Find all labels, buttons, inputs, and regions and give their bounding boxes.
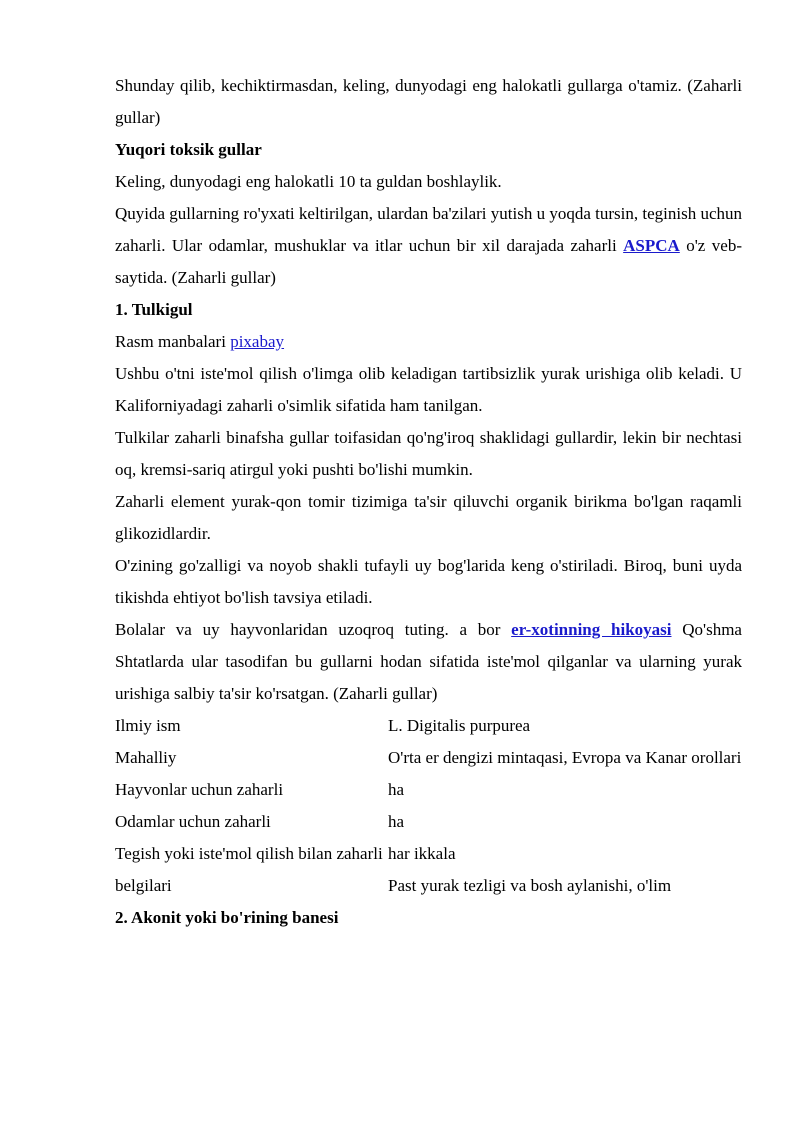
table-value-cell: O'rta er dengizi mintaqasi, Evropa va Kanar orollari: [388, 748, 742, 767]
table-key-cell: Odamlar uchun zaharli: [115, 812, 271, 831]
flower1-heading: 1. Tulkigul: [115, 300, 193, 319]
aspca-paragraph: [115, 198, 742, 294]
table-row: [115, 774, 742, 806]
flower1-paragraph-2: Tulkilar zaharli binafsha gullar toifasidan qo'ng'iroq shaklidagi gullardir, lekin bir nechtasi oq, kremsi-sariq atirgul yoki pushti bo'lishi mumkin.: [115, 428, 742, 479]
table-row: [115, 838, 742, 870]
section-intro-paragraph: Keling, dunyodagi eng halokatli 10 ta guldan boshlaylik.: [115, 172, 502, 191]
table-row: [115, 870, 742, 902]
flower1-paragraph-5: [115, 614, 742, 710]
table-row: [115, 710, 742, 742]
table-value-cell: L. Digitalis purpurea: [388, 716, 531, 735]
image-credit-label: Rasm manbalari: [115, 332, 231, 351]
couple-story-link[interactable]: er-xotinning hikoyasi: [511, 620, 672, 639]
aspca-paragraph-text-before: Quyida gullarning ro'yxati keltirilgan, ulardan ba'zilari yutish u yoqda tursin, teginish uchun zaharli. Ular odamlar, mushuklar va itlar uchun bir xil darajada zaharli: [115, 204, 742, 255]
table-value-cell: ha: [388, 812, 405, 831]
aspca-paragraph-text-after: o'z veb-saytida. (Zaharli gullar): [115, 236, 742, 287]
table-row: [115, 806, 742, 838]
table-key-cell: Mahalliy: [115, 748, 177, 767]
table-key-cell: Ilmiy ism: [115, 716, 181, 735]
story-paragraph-text-before: Bolalar va uy hayvonlaridan uzoqroq tuting. a bor: [115, 620, 512, 639]
flower1-info-table: [115, 710, 742, 902]
table-value-cell: har ikkala: [388, 844, 456, 863]
story-paragraph-text-after: Qo'shma Shtatlarda ular tasodifan bu gullarni hodan sifatida iste'mol qilganlar va ularning yurak urishiga salbiy ta'sir ko'rsatgan. (Zaharli gullar): [115, 620, 742, 703]
intro-paragraph: Shunday qilib, kechiktirmasdan, keling, dunyodagi eng halokatli gullarga o'tamiz. (Zaharli gullar): [115, 76, 742, 127]
table-value-cell: ha: [388, 780, 405, 799]
section-heading-top-toxic: Yuqori toksik gullar: [115, 140, 262, 159]
flower1-paragraph-1: Ushbu o'tni iste'mol qilish o'limga olib keladigan tartibsizlik yurak urishiga olib keladi. U Kaliforniyadagi zaharli o'simlik sifatida ham tanilgan.: [115, 364, 742, 415]
pixabay-link[interactable]: pixabay: [230, 332, 285, 351]
table-row: [115, 742, 742, 774]
flower1-paragraph-3: Zaharli element yurak-qon tomir tizimiga ta'sir qiluvchi organik birikma bo'lgan raqamli glikozidlardir.: [115, 492, 742, 543]
flower2-heading: 2. Akonit yoki bo'rining banesi: [115, 908, 339, 927]
table-key-cell: belgilari: [115, 876, 172, 895]
aspca-link[interactable]: ASPCA: [623, 236, 680, 255]
flower1-paragraph-4: O'zining go'zalligi va noyob shakli tufayli uy bog'larida keng o'stiriladi. Biroq, buni uyda tikishda ehtiyot bo'lish tavsiya etiladi.: [115, 556, 742, 607]
table-value-cell: Past yurak tezligi va bosh aylanishi, o'lim: [388, 876, 672, 895]
table-key-cell: Tegish yoki iste'mol qilish bilan zaharli: [115, 844, 383, 863]
table-key-cell: Hayvonlar uchun zaharli: [115, 780, 284, 799]
image-credit: [115, 326, 742, 358]
